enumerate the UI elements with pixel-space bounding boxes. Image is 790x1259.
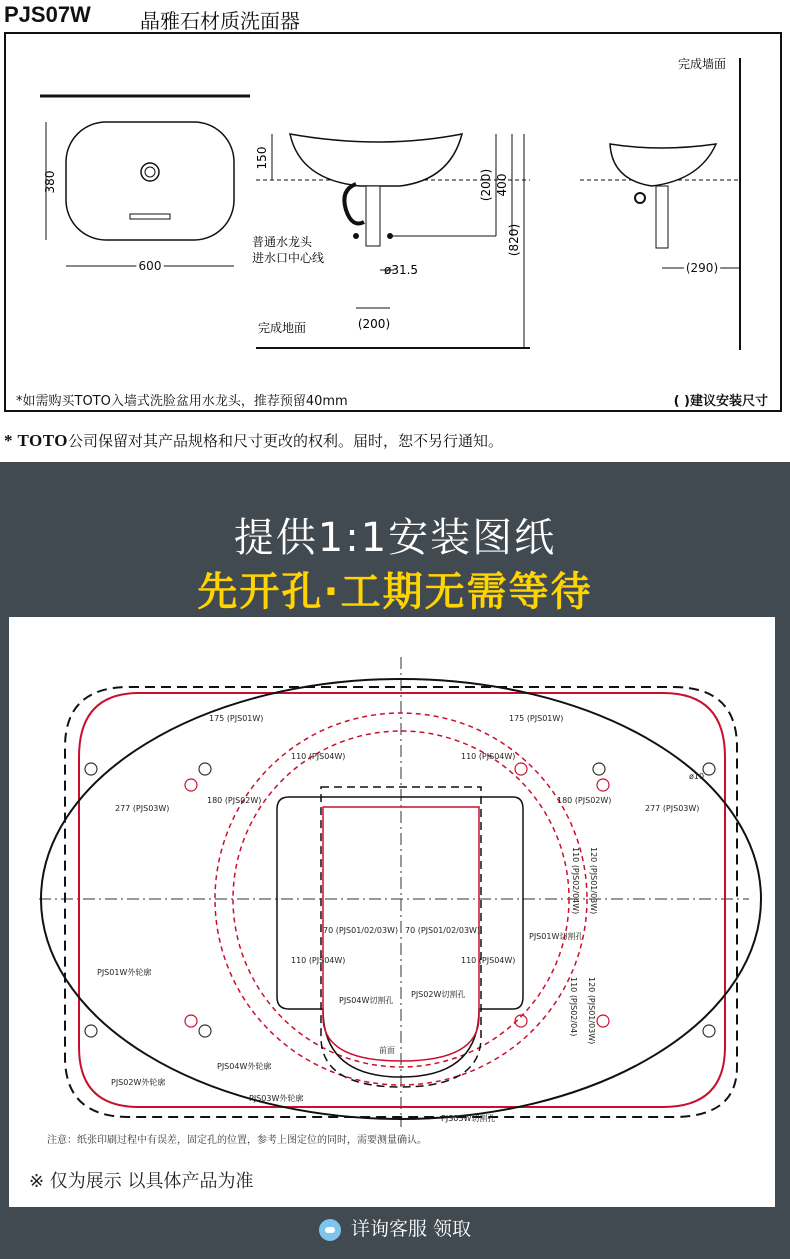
faucet-note-2: 进水口中心线 [252,251,325,265]
drain-inner [145,167,155,177]
label-front: 前面 [379,1046,395,1055]
drain-circle [141,163,159,181]
contact-cta[interactable] [0,1214,790,1241]
dim-175-right: 175 (PJS01W) [509,714,564,723]
hole-6 [593,763,605,775]
display-only-note: ※ 仅为展示 以具体产品为准 [29,1171,254,1192]
template-drawing [9,617,775,1137]
headline: 提供1:1安装图纸 [233,515,557,561]
dim-175-left: 175 (PJS01W) [209,714,264,723]
template-card [9,617,775,1207]
faucet-note: *如需购买TOTO入墙式洗脸盆用水龙头，推荐预留40mm [16,394,348,409]
dim-70-left: 70 (PJS01/02/03W) [323,926,399,935]
dim-110b-right: 110 (PJS04W) [461,956,516,965]
hole-7 [703,763,715,775]
spec-drawing-section [0,0,790,462]
drain-pipe-side [656,186,668,248]
drain-pipe [366,186,380,246]
spec-drawing [0,0,790,420]
pjs01w-cut [277,797,523,1077]
dim-v110-bottom: 110 (PJS02/04) [569,977,578,1037]
disclaimer-text: 公司保留对其产品规格和尺寸更改的权利。届时，恕不另行通知。 [67,432,503,450]
hole-10 [199,1025,211,1037]
product-name: 晶雅石材质洗面器 [140,9,300,33]
label-pjs02w-cut: PJS02W切割孔 [411,990,466,999]
hole-4 [515,763,527,775]
dim-200v: (200) [479,168,493,202]
dim-820: (820) [507,223,521,257]
dim-v120-top: 120 (PJS01/03W) [589,847,598,915]
trap-side [635,193,645,203]
dim-110-right: 110 (PJS04W) [461,752,516,761]
pjs02w-outline [79,693,725,1107]
finished-wall-label: 完成墙面 [678,57,727,71]
hole-1 [85,763,97,775]
chat-icon [319,1219,341,1241]
faucet-note-1: 普通水龙头 [252,235,313,249]
dim-200h: (200) [357,317,391,331]
basin-front-view [290,134,462,186]
dim-277-right: 277 (PJS03W) [645,804,700,813]
disclaimer [4,430,503,451]
dim-180-left: 180 (PJS02W) [207,796,262,805]
hole-13 [703,1025,715,1037]
label-pjs02w-outline: PJS02W外轮廓 [111,1078,166,1087]
label-pjs03w-outline: PJS03W外轮廓 [249,1094,304,1103]
dim-110b-left: 110 (PJS04W) [291,956,346,965]
toto-mark: * TOTO [4,431,68,450]
dim-pipe: ø31.5 [384,263,419,277]
overflow-slot [130,214,170,219]
hole-8 [85,1025,97,1037]
dim-phi10: ø10 [689,772,705,781]
hole-9 [185,1015,197,1027]
install-template-section [0,462,790,1259]
dim-400: 400 [495,173,509,197]
dim-70-right: 70 (PJS01/02/03W) [405,926,481,935]
hole-12 [597,1015,609,1027]
dim-180-right: 180 (PJS02W) [557,796,612,805]
hole-5 [597,779,609,791]
finished-floor-label: 完成地面 [258,321,307,335]
dim-110-left: 110 (PJS04W) [291,752,346,761]
dim-v120-bottom: 120 (PJS01/03W) [587,977,596,1045]
dim-277-left: 277 (PJS03W) [115,804,170,813]
model-number: PJS07W [4,2,91,27]
subline: 先开孔·工期无需等待 [197,569,593,615]
dim-290: (290) [685,261,719,275]
dim-600: 600 [138,259,162,273]
dim-v110-top: 110 (PJS02/04W) [571,847,580,915]
dim-380: 380 [43,170,57,194]
label-pjs04w-outline: PJS04W外轮廓 [217,1062,272,1071]
trap-pipe [344,184,364,224]
print-tolerance-note: 注意：纸张印刷过程中有误差，固定孔的位置，参考上图定位的同时，需要测量确认。 [47,1135,427,1146]
label-pjs03w-cut: PJS03W切割孔 [441,1114,496,1123]
contact-label: 详询客服 领取 [350,1218,472,1240]
install-size-note: ( )建议安装尺寸 [673,394,768,409]
hole-3 [185,779,197,791]
faucet-inlet-dot [353,233,359,239]
hole-2 [199,763,211,775]
label-pjs01w-outline: PJS01W外轮廓 [97,968,152,977]
label-pjs04w-cut: PJS04W切割孔 [339,996,394,1005]
label-pjs01w-cut: PJS01W切割孔 [529,932,584,941]
dim-150: 150 [255,146,269,170]
